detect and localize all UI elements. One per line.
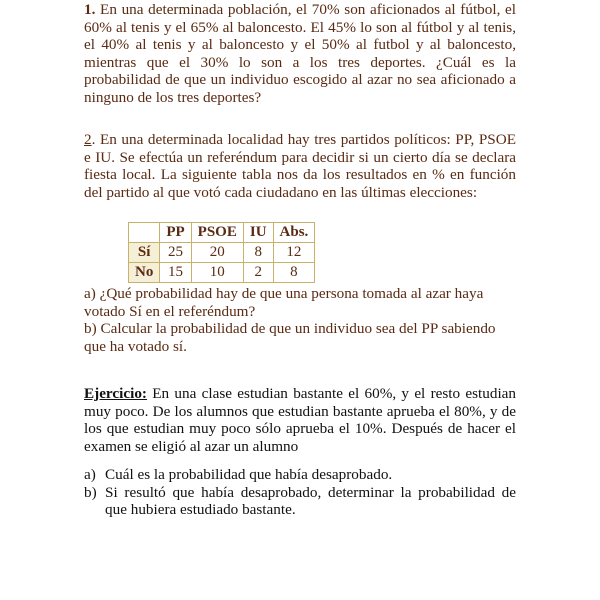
table-header-cell: PP: [160, 223, 191, 243]
problem-2-questions: [84, 285, 516, 355]
list-item-text: Cuál es la probabilidad que había desaprobado.: [105, 466, 393, 483]
problem-1: [84, 1, 516, 106]
problem-1-number: 1.: [84, 1, 96, 18]
table-row-label: No: [129, 263, 160, 283]
table-cell: 8: [273, 263, 315, 283]
table-cell: 12: [273, 243, 315, 263]
table-cell: 10: [191, 263, 243, 283]
exercise: [84, 385, 516, 455]
exercise-text: En una clase estudian bastante el 60%, y el resto estudian muy poco. De los alumnos que estudian bastante aprueba el 80%, y de los que estudian muy poco sólo aprueba el 10%. Después de hacer el examen se eligió al azar un alumno: [84, 385, 516, 455]
question-a: a) ¿Qué probabilidad hay de que una persona tomada al azar haya votado Sí en el referéndum?: [84, 285, 484, 320]
table-header-row: [129, 223, 315, 243]
problem-2: [84, 131, 516, 201]
table-cell: 8: [243, 243, 273, 263]
table-cell: 20: [191, 243, 243, 263]
exercise-questions: [84, 466, 516, 519]
list-marker: a): [84, 466, 96, 483]
table-header-cell: IU: [243, 223, 273, 243]
list-item-text: Si resultó que había desaprobado, determinar la probabilidad de que hubiera estudiado bastante.: [105, 483, 516, 518]
problem-2-text: . En una determinada localidad hay tres partidos políticos: PP, PSOE e IU. Se efectúa un referéndum para decidir si un cierto día se declara fiesta local. La siguiente tabla nos da los resultados en % en función del partido al que votó cada ciudadano en las últimas elecciones:: [84, 131, 516, 201]
table-cell: 2: [243, 263, 273, 283]
table-row-label: Sí: [129, 243, 160, 263]
problem-2-number: 2: [84, 131, 92, 148]
results-table: [128, 222, 315, 283]
table-row: [129, 243, 315, 263]
list-item: [84, 466, 516, 484]
question-b: b) Calcular la probabilidad de que un individuo sea del PP sabiendo que ha votado sí.: [84, 320, 496, 355]
results-table-wrapper: [128, 222, 315, 283]
table-row: [129, 263, 315, 283]
problem-1-text: En una determinada población, el 70% son aficionados al fútbol, el 60% al tenis y el 65% al baloncesto. El 45% lo son al fútbol y al tenis, el 40% al tenis y al baloncesto y el 50% al futbol y al baloncesto, mientras que el 30% lo son a los tres deportes. ¿Cuál es la probabilidad de que un individuo escogido al azar no sea aficionado a ninguno de los tres deportes?: [84, 1, 516, 106]
table-header-cell: Abs.: [273, 223, 315, 243]
table-header-cell: [129, 223, 160, 243]
table-cell: 25: [160, 243, 191, 263]
table-header-cell: PSOE: [191, 223, 243, 243]
exercise-label: Ejercicio:: [84, 385, 147, 402]
table-cell: 15: [160, 263, 191, 283]
list-item: [84, 484, 516, 519]
list-marker: b): [84, 483, 97, 501]
